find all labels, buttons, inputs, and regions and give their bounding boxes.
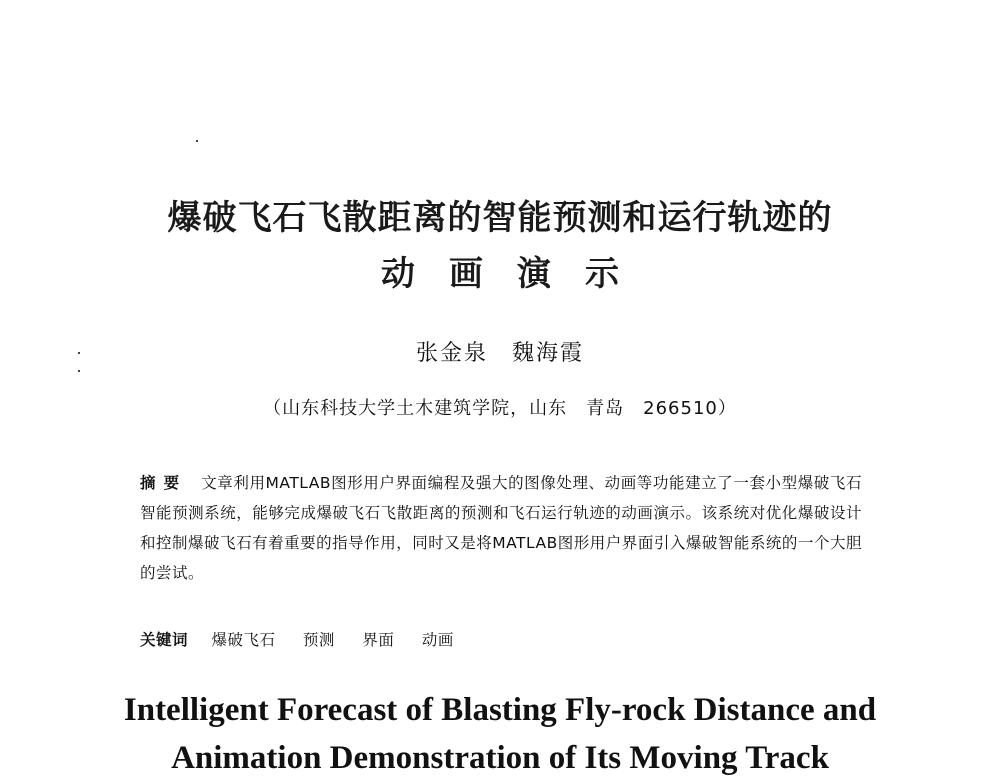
keyword-item: 预测: [302, 631, 335, 649]
scan-speck: [196, 140, 198, 142]
english-title-line-1: Intelligent Forecast of Blasting Fly-rock Distance and: [123, 692, 877, 728]
keywords-label: 关键词: [140, 631, 189, 649]
abstract: [140, 468, 862, 588]
keywords: [140, 628, 862, 650]
english-title-line-2: Animation Demonstration of Its Moving Track: [171, 740, 829, 776]
abstract-label: 摘要: [140, 474, 188, 492]
abstract-text: 文章利用MATLAB图形用户界面编程及强大的图像处理、动画等功能建立了一套小型爆破飞石智能预测系统，能够完成爆破飞石飞散距离的预测和飞石运行轨迹的动画演示。该系统对优化爆破设计和控制爆破飞石有着重要的指导作用，同时又是将MATLAB图形用户界面引入爆破智能系统的一个大胆的尝试。: [140, 474, 862, 582]
scan-speck: [78, 370, 80, 372]
keyword-item: 动画: [421, 631, 454, 649]
keyword-item: 界面: [362, 631, 395, 649]
chinese-title-line-1: 爆破飞石飞散距离的智能预测和运行轨迹的: [167, 198, 833, 238]
keyword-item: 爆破飞石: [211, 631, 276, 649]
chinese-title-line-2: 动画演示: [381, 254, 653, 294]
authors: 张金泉 魏海霞: [415, 341, 584, 366]
affiliation: （山东科技大学土木建筑学院，山东 青岛 266510）: [263, 398, 737, 419]
